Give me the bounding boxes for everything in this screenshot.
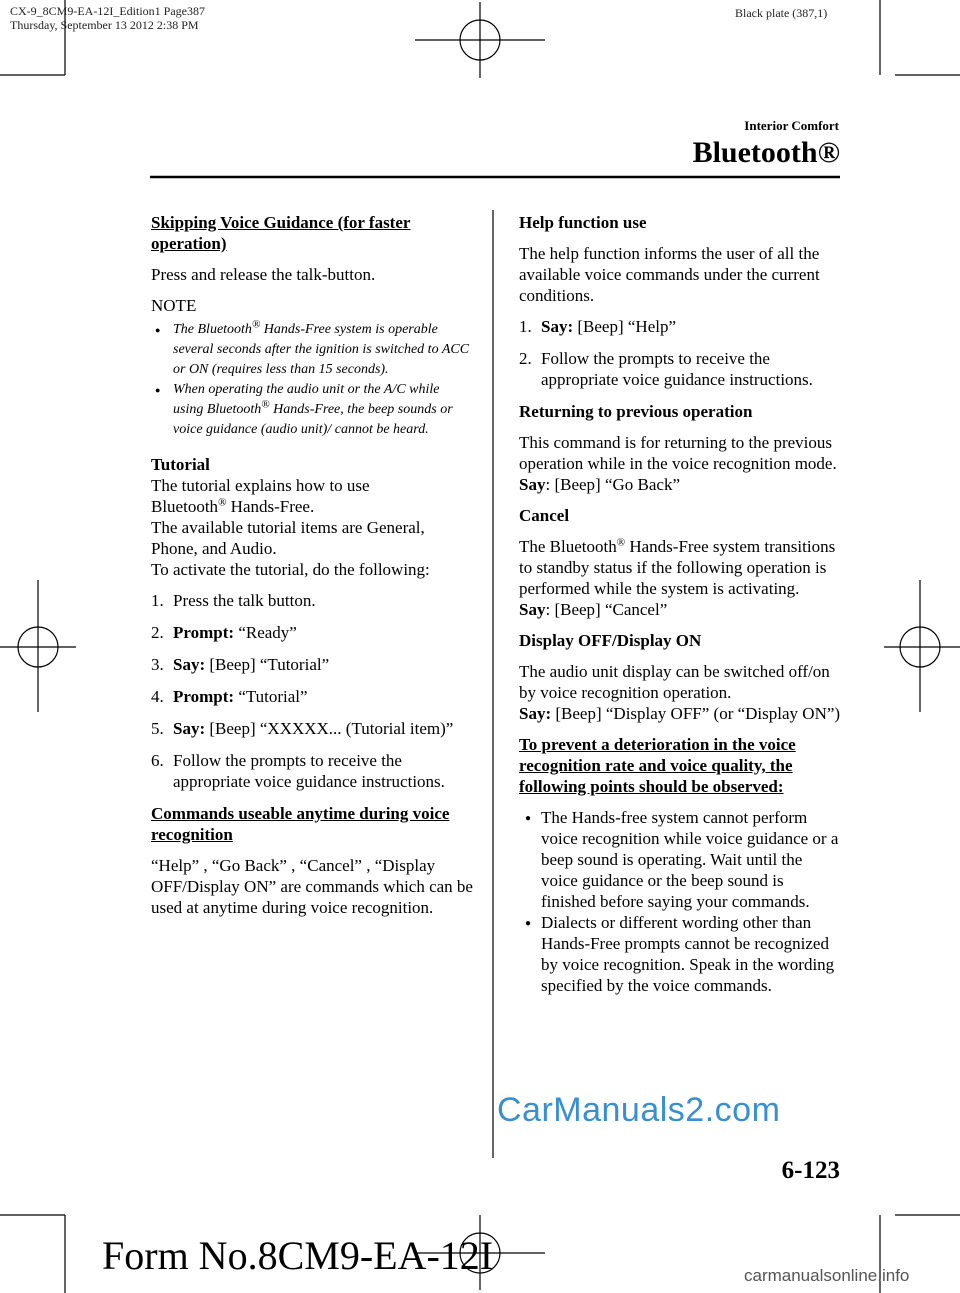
tutorial-title: Tutorial (151, 455, 210, 474)
step-item: 1. Say: [Beep] “Help” (519, 317, 677, 336)
tutorial-line: Bluetooth® Hands-Free. (151, 496, 315, 516)
prevent-bullets (519, 807, 841, 996)
commands-title: Commands useable anytime during voice recognition (151, 804, 450, 844)
return-say: Say: [Beep] “Go Back” (519, 475, 680, 494)
file-line-1: CX-9_8CM9-EA-12I_Edition1 Page387 (10, 4, 205, 18)
note-list (151, 320, 473, 440)
section-title: Interior Comfort (744, 118, 839, 133)
prevent-title: To prevent a deterioration in the voice recognition rate and voice quality, the following points should be observed: (519, 735, 796, 796)
return-text: This command is for returning to the previous operation while in the voice recognition mode. (519, 433, 837, 473)
help-title: Help function use (519, 213, 647, 232)
step-item: 6. Follow the prompts to receive the appropriate voice guidance instructions. (151, 751, 445, 791)
help-text: The help function informs the user of all the available voice commands under the current conditions. (519, 244, 820, 305)
display-say: Say: [Beep] “Display OFF” (or “Display ON”) (519, 704, 841, 723)
display-text: The audio unit display can be switched off/on by voice recognition operation. (519, 662, 830, 702)
help-steps (519, 316, 841, 390)
skip-text: Press and release the talk-button. (151, 265, 376, 284)
form-number: Form No.8CM9-EA-12I (102, 1233, 494, 1278)
tutorial-line: The available tutorial items are General, Phone, and Audio. (151, 518, 425, 558)
bullet-item: ● Dialects or different wording other than Hands-Free prompts cannot be recognized by voice recognition. Speak in the wording specified by the voice commands. (519, 912, 841, 996)
note-item: ● When operating the audio unit or the A/C while using Bluetooth® Hands-Free, the beep sounds or voice guidance (audio unit)/ cannot be heard. (151, 380, 473, 440)
file-info (10, 4, 205, 32)
step-item: 2. Prompt: “Ready” (151, 623, 297, 642)
step-item: 2. Follow the prompts to receive the appropriate voice guidance instructions. (519, 349, 813, 389)
skip-title: Skipping Voice Guidance (for faster operation) (151, 213, 411, 253)
tutorial-line: The tutorial explains how to use (151, 476, 370, 495)
cancel-text: The Bluetooth® Hands-Free system transitions to standby status if the following operation is performed while the system is activating. (519, 536, 836, 598)
tutorial-steps (151, 590, 473, 792)
cancel-say: Say: [Beep] “Cancel” (519, 600, 668, 619)
right-column (519, 212, 841, 996)
commands-text: “Help” , “Go Back” , “Cancel” , “Display OFF/Display ON” are commands which can be used at anytime during voice recognition. (151, 856, 473, 917)
plate-label: Black plate (387,1) (735, 6, 828, 20)
note-label: NOTE (151, 296, 197, 315)
watermark-logo: CarManuals2.com (497, 1091, 781, 1129)
display-title: Display OFF/Display ON (519, 631, 702, 650)
step-item: 4. Prompt: “Tutorial” (151, 687, 308, 706)
note-item: ● The Bluetooth® Hands-Free system is operable several seconds after the ignition is switched to ACC or ON (requires less than 15 seconds). (151, 320, 473, 380)
return-title: Returning to previous operation (519, 402, 753, 421)
left-column (151, 212, 473, 928)
step-item: 3. Say: [Beep] “Tutorial” (151, 655, 330, 674)
page-number: 6-123 (781, 1157, 840, 1184)
step-item: 1. Press the talk button. (151, 591, 316, 610)
site-watermark: carmanualsonline.info (744, 1266, 910, 1285)
tutorial-line: To activate the tutorial, do the following: (151, 560, 430, 579)
chapter-title: Bluetooth® (692, 136, 840, 169)
file-line-2: Thursday, September 13 2012 2:38 PM (10, 18, 199, 32)
cancel-title: Cancel (519, 506, 570, 525)
step-item: 5. Say: [Beep] “XXXXX... (Tutorial item)” (151, 719, 454, 738)
bullet-item: ● The Hands-free system cannot perform voice recognition while voice guidance or a beep sound is operating. Wait until the voice guidance or the beep sound is finished before saying your commands. (519, 807, 841, 912)
